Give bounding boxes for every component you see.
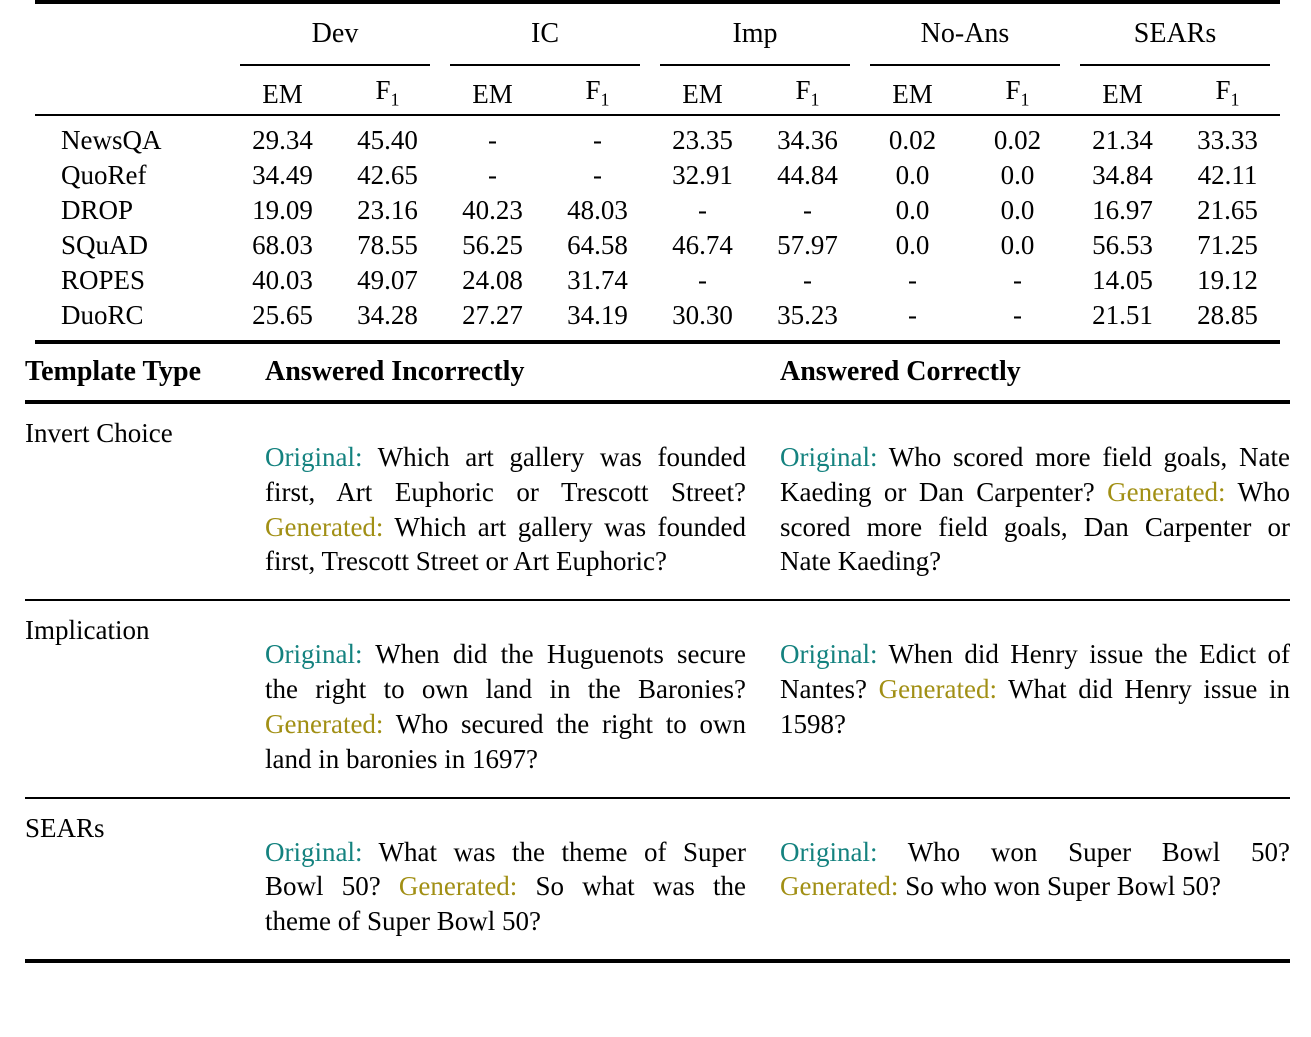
subheader-noans-f1 xyxy=(965,66,1070,115)
template-type-label: SEARs xyxy=(25,812,105,843)
cell: 32.91 xyxy=(672,160,733,190)
results-group-header-row xyxy=(35,4,1280,52)
f-letter: F xyxy=(375,74,391,105)
original-text: When did Henry issue the Edict of Nantes? xyxy=(780,639,1291,705)
generated-label: Generated: xyxy=(398,871,518,902)
original-label: Original: xyxy=(780,639,878,670)
cell: 16.97 xyxy=(1092,195,1153,225)
example-incorrect-cell xyxy=(265,601,780,797)
cell: 21.65 xyxy=(1197,195,1258,225)
cell: 42.11 xyxy=(1197,160,1258,190)
cell: 56.53 xyxy=(1092,230,1153,260)
cell: 24.08 xyxy=(462,265,523,295)
group-header-ic: IC xyxy=(531,18,559,49)
original-label: Original: xyxy=(780,442,878,472)
original-label: Original: xyxy=(265,836,363,867)
generated-label: Generated: xyxy=(780,871,899,902)
examples-row-implication xyxy=(25,601,1290,797)
example-correct-cell xyxy=(780,601,1290,797)
cell: - xyxy=(593,125,602,155)
subheader-sears-em: EM xyxy=(1102,79,1143,109)
f-subscript: 1 xyxy=(600,89,610,109)
results-subheader-row xyxy=(35,66,1280,115)
cell: - xyxy=(908,265,917,295)
f-letter: F xyxy=(585,74,601,105)
cell: 23.16 xyxy=(357,195,418,225)
subheader-sears-f1 xyxy=(1175,66,1280,115)
cell: 27.27 xyxy=(462,300,523,330)
table-row xyxy=(35,228,1280,263)
cell: 23.35 xyxy=(672,125,733,155)
examples-table xyxy=(25,356,1290,963)
original-label: Original: xyxy=(265,442,363,472)
cell: 48.03 xyxy=(567,195,628,225)
table-row xyxy=(35,298,1280,342)
cell: 0.0 xyxy=(895,160,930,190)
cell: - xyxy=(488,125,497,155)
cell: 64.58 xyxy=(567,230,628,260)
group-header-sears: SEARs xyxy=(1133,18,1217,49)
cell: 0.02 xyxy=(888,125,937,155)
cell: 34.49 xyxy=(252,160,313,190)
header-answered-incorrectly: Answered Incorrectly xyxy=(265,356,525,387)
cell: 34.36 xyxy=(777,125,838,155)
cell: 0.02 xyxy=(993,125,1042,155)
cell: - xyxy=(593,160,602,190)
examples-row-sears xyxy=(25,799,1290,961)
table-row xyxy=(35,193,1280,228)
generated-label: Generated: xyxy=(265,708,384,739)
dataset-name: ROPES xyxy=(61,265,146,295)
results-table xyxy=(35,0,1280,344)
original-text: Who won Super Bowl 50? xyxy=(907,836,1290,867)
group-header-imp: Imp xyxy=(732,18,778,49)
f-letter: F xyxy=(1005,74,1021,105)
subheader-dev-f1 xyxy=(335,66,440,115)
dataset-name: SQuAD xyxy=(61,230,149,260)
cell: 44.84 xyxy=(777,160,838,190)
dataset-name: QuoRef xyxy=(61,160,147,190)
generated-text: What did Henry issue in 1598? xyxy=(780,674,1291,739)
cell: 35.23 xyxy=(777,300,838,330)
subheader-noans-em: EM xyxy=(892,79,933,109)
results-table-container xyxy=(35,0,1280,344)
original-text: What was the theme of Super Bowl 50? xyxy=(265,836,746,902)
f-subscript: 1 xyxy=(390,89,400,109)
original-text: When did the Huguenots secure the right to own land in the Baronies? xyxy=(265,639,746,705)
group-rule-noans xyxy=(860,52,1070,66)
template-type-label: Implication xyxy=(25,615,150,646)
example-correct-cell xyxy=(780,799,1290,961)
generated-label: Generated: xyxy=(1107,476,1226,507)
examples-row-invert-choice xyxy=(25,402,1290,600)
group-rule-dev xyxy=(230,52,440,66)
generated-text: So who won Super Bowl 50? xyxy=(905,871,1221,902)
cell: 40.23 xyxy=(462,195,523,225)
f-subscript: 1 xyxy=(1020,89,1030,109)
generated-text: Who scored more field goals, Dan Carpenter or Nate Kaeding? xyxy=(780,476,1290,577)
examples-bottom-rule xyxy=(25,961,1290,963)
cell: - xyxy=(803,265,812,295)
original-text: Who scored more field goals, Nate Kaeding or Dan Carpenter? xyxy=(780,442,1290,507)
example-incorrect-cell xyxy=(265,799,780,961)
generated-text: Which art gallery was founded first, Trescott Street or Art Euphoric? xyxy=(265,511,747,577)
cell: - xyxy=(698,265,707,295)
cell: - xyxy=(698,195,707,225)
cell: 30.30 xyxy=(672,300,733,330)
f-subscript: 1 xyxy=(810,89,820,109)
cell: 40.03 xyxy=(252,265,313,295)
cell: 46.74 xyxy=(672,230,733,260)
subheader-ic-em: EM xyxy=(472,79,513,109)
cell: 25.65 xyxy=(252,300,313,330)
subheader-imp-f1 xyxy=(755,66,860,115)
example-correct-cell xyxy=(780,402,1290,600)
cell: 45.40 xyxy=(357,125,418,155)
cell: - xyxy=(908,300,917,330)
cell: 31.74 xyxy=(567,265,628,295)
subheader-dev-em: EM xyxy=(262,79,303,109)
group-rule-sears xyxy=(1070,52,1280,66)
cell: 34.28 xyxy=(357,300,418,330)
generated-text: Who secured the right to own land in baronies in 1697? xyxy=(265,708,747,774)
cell: 56.25 xyxy=(462,230,523,260)
cell: 0.0 xyxy=(1000,160,1035,190)
examples-header-row xyxy=(25,356,1290,400)
cell: 0.0 xyxy=(1000,230,1035,260)
generated-text: So what was the theme of Super Bowl 50? xyxy=(265,871,747,937)
cell: - xyxy=(1013,300,1022,330)
table-row xyxy=(35,158,1280,193)
cell: 14.05 xyxy=(1092,265,1153,295)
header-answered-correctly: Answered Correctly xyxy=(780,356,1021,387)
generated-label: Generated: xyxy=(878,674,998,705)
cell: 28.85 xyxy=(1197,300,1258,330)
group-header-noans: No-Ans xyxy=(920,18,1010,49)
cell: 19.09 xyxy=(252,195,313,225)
original-label: Original: xyxy=(265,639,363,670)
table-row xyxy=(35,263,1280,298)
cell: 0.0 xyxy=(1000,195,1035,225)
cell: 21.51 xyxy=(1092,300,1153,330)
f-letter: F xyxy=(795,74,811,105)
cell: 33.33 xyxy=(1197,125,1258,155)
group-rule-imp xyxy=(650,52,860,66)
table-row xyxy=(35,116,1280,158)
subheader-imp-em: EM xyxy=(682,79,723,109)
group-rule-ic xyxy=(440,52,650,66)
cell: 0.0 xyxy=(895,230,930,260)
original-text: Which art gallery was founded first, Art Euphoric or Trescott Street? xyxy=(265,442,746,507)
cell: 68.03 xyxy=(252,230,313,260)
cell: 0.0 xyxy=(895,195,930,225)
cell: - xyxy=(1013,265,1022,295)
generated-label: Generated: xyxy=(265,511,384,542)
table-bottom-rule xyxy=(35,342,1280,344)
subheader-ic-f1 xyxy=(545,66,650,115)
header-template-type: Template Type xyxy=(25,356,202,387)
f-letter: F xyxy=(1215,74,1231,105)
dataset-name: DROP xyxy=(61,195,134,225)
cell: 71.25 xyxy=(1197,230,1258,260)
cell: 34.19 xyxy=(567,300,628,330)
dataset-name: DuoRC xyxy=(61,300,144,330)
cell: 49.07 xyxy=(357,265,418,295)
cell: 78.55 xyxy=(357,230,418,260)
original-label: Original: xyxy=(780,836,878,867)
f-subscript: 1 xyxy=(1230,89,1240,109)
cell: - xyxy=(488,160,497,190)
cell: 34.84 xyxy=(1092,160,1153,190)
dataset-name: NewsQA xyxy=(61,125,162,155)
examples-table-container xyxy=(25,356,1290,963)
group-header-dev: Dev xyxy=(311,18,359,49)
cell: 42.65 xyxy=(357,160,418,190)
results-group-rule-row xyxy=(35,52,1280,66)
cell: 57.97 xyxy=(777,230,838,260)
example-incorrect-cell xyxy=(265,402,780,600)
cell: 19.12 xyxy=(1197,265,1258,295)
cell: - xyxy=(803,195,812,225)
template-type-label: Invert Choice xyxy=(25,418,173,448)
cell: 29.34 xyxy=(252,125,313,155)
cell: 21.34 xyxy=(1092,125,1153,155)
